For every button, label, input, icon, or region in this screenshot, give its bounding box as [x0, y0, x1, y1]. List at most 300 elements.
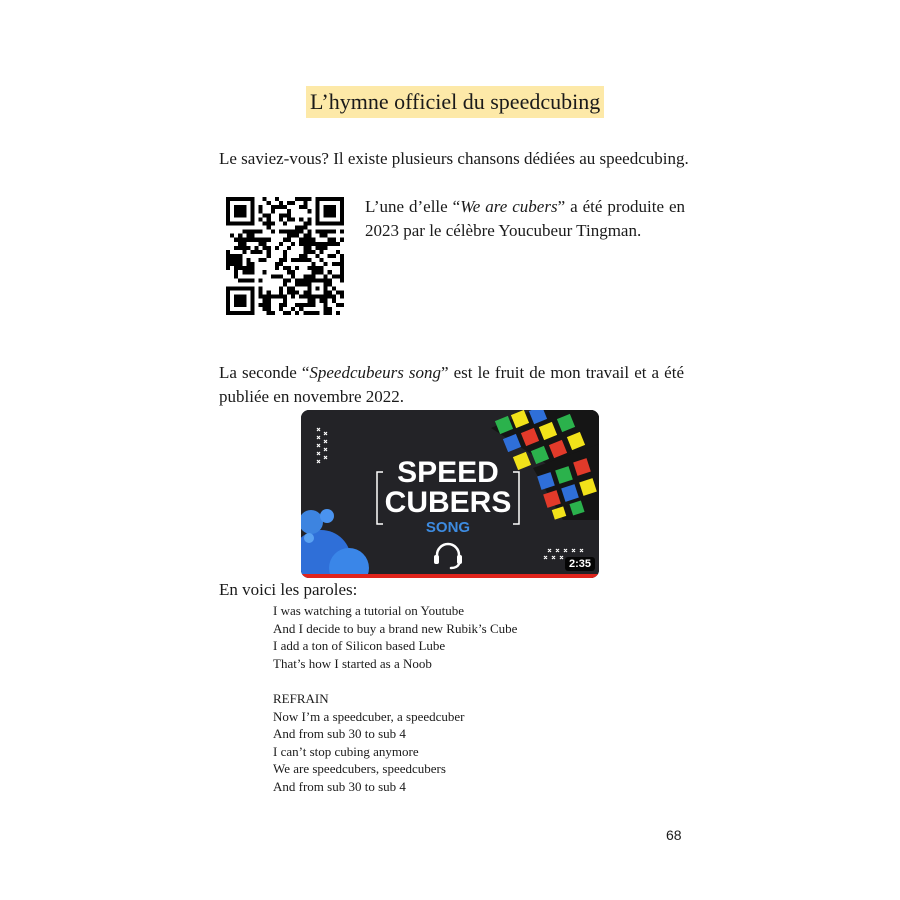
qr-module [291, 295, 295, 299]
qr-module [320, 242, 324, 246]
qr-module [324, 230, 328, 234]
qr-module [324, 311, 328, 315]
qr-module [328, 221, 332, 225]
qr-module [263, 307, 267, 311]
verse-line: I was watching a tutorial on Youtube [273, 603, 465, 618]
qr-module [238, 234, 242, 238]
qr-module [316, 287, 320, 291]
qr-module [328, 197, 332, 201]
qr-module [311, 270, 315, 274]
qr-module [234, 254, 238, 258]
qr-module [299, 225, 303, 229]
qr-module [316, 201, 320, 205]
qr-module [226, 266, 230, 270]
qr-module [307, 287, 311, 291]
qr-module [238, 303, 242, 307]
qr-module [340, 274, 344, 278]
qr-module [303, 242, 307, 246]
qr-module [226, 197, 230, 201]
qr-module [234, 246, 238, 250]
qr-module [279, 213, 283, 217]
qr-module [287, 217, 291, 221]
qr-module [283, 238, 287, 242]
qr-module [311, 311, 315, 315]
qr-module [259, 291, 263, 295]
qr-module [250, 262, 254, 266]
qr-module [254, 250, 258, 254]
qr-module [238, 254, 242, 258]
qr-module [324, 242, 328, 246]
qr-module [324, 278, 328, 282]
qr-module [340, 221, 344, 225]
qr-module [250, 311, 254, 315]
refrain-line: We are speedcubers, speedcubers [273, 761, 446, 777]
qr-module [320, 246, 324, 250]
qr-module [316, 242, 320, 246]
qr-module [279, 307, 283, 311]
qr-module [226, 209, 230, 213]
qr-module [303, 254, 307, 258]
qr-module [299, 278, 303, 282]
qr-module [311, 303, 315, 307]
qr-module [332, 238, 336, 242]
qr-module [307, 230, 311, 234]
qr-module [275, 246, 279, 250]
qr-module [263, 270, 267, 274]
qr-module [295, 258, 299, 262]
qr-module [267, 221, 271, 225]
qr-module [246, 270, 250, 274]
qr-module [263, 213, 267, 217]
qr-module [250, 209, 254, 213]
qr-module [307, 197, 311, 201]
qr-module [295, 225, 299, 229]
qr-module [324, 295, 328, 299]
qr-module [307, 295, 311, 299]
qr-module [267, 238, 271, 242]
qr-module [299, 303, 303, 307]
qr-module [226, 287, 230, 291]
qr-module [307, 291, 311, 295]
qr-module [295, 311, 299, 315]
qr-module [246, 258, 250, 262]
qr-module [275, 266, 279, 270]
qr-module [238, 221, 242, 225]
qr-module [324, 299, 328, 303]
qr-module [226, 262, 230, 266]
qr-module [320, 250, 324, 254]
qr-module [242, 213, 246, 217]
qr-module [324, 303, 328, 307]
qr-module [332, 221, 336, 225]
qr-module [271, 221, 275, 225]
qr-module [287, 311, 291, 315]
qr-module [291, 234, 295, 238]
song1-paragraph [365, 195, 685, 243]
qr-module [279, 287, 283, 291]
qr-module [295, 282, 299, 286]
qr-module [299, 242, 303, 246]
qr-module [283, 205, 287, 209]
qr-module [242, 246, 246, 250]
qr-module [238, 262, 242, 266]
qr-module [242, 205, 246, 209]
qr-module [340, 254, 344, 258]
qr-module [267, 307, 271, 311]
qr-module [287, 278, 291, 282]
qr-module [234, 295, 238, 299]
qr-module [250, 250, 254, 254]
qr-module [242, 238, 246, 242]
video-thumbnail[interactable] [301, 410, 599, 578]
qr-module [287, 230, 291, 234]
qr-module [340, 291, 344, 295]
qr-module [287, 213, 291, 217]
qr-module [238, 242, 242, 246]
video-duration: 2:35 [565, 557, 595, 571]
qr-module [267, 213, 271, 217]
qr-module [324, 307, 328, 311]
qr-module [311, 295, 315, 299]
qr-module [320, 230, 324, 234]
qr-module [295, 303, 299, 307]
qr-module [275, 295, 279, 299]
song1-suffix: ” a été produite en 2023 par le célèbre Youcubeur Tingman. [365, 197, 686, 240]
qr-module [283, 303, 287, 307]
qr-module [340, 258, 344, 262]
qr-module [303, 291, 307, 295]
qr-module [291, 270, 295, 274]
qr-module [250, 291, 254, 295]
qr-module [340, 197, 344, 201]
qr-module [291, 217, 295, 221]
qr-module [303, 274, 307, 278]
qr-module [287, 266, 291, 270]
qr-module [336, 274, 340, 278]
qr-module [324, 197, 328, 201]
qr-module [307, 242, 311, 246]
qr-module [299, 282, 303, 286]
song2-prefix: La seconde “ [219, 363, 310, 382]
qr-module [242, 266, 246, 270]
qr-module [340, 209, 344, 213]
qr-module [287, 291, 291, 295]
qr-module [238, 278, 242, 282]
qr-module [246, 234, 250, 238]
qr-module [283, 250, 287, 254]
qr-module [291, 258, 295, 262]
song2-title: Speedcubeurs song [309, 363, 441, 382]
qr-module [279, 205, 283, 209]
qr-module [332, 295, 336, 299]
qr-module [283, 266, 287, 270]
qr-module [303, 303, 307, 307]
qr-module [295, 197, 299, 201]
qr-module [311, 299, 315, 303]
verse-line: I add a ton of Silicon based Lube [273, 638, 446, 654]
qr-module [328, 238, 332, 242]
qr-module [250, 217, 254, 221]
qr-module [324, 221, 328, 225]
qr-module [275, 262, 279, 266]
qr-module [291, 201, 295, 205]
refrain-line: And from sub 30 to sub 4 [273, 726, 406, 742]
qr-module [250, 266, 254, 270]
qr-module [307, 266, 311, 270]
qr-module [324, 205, 328, 209]
qr-module [250, 299, 254, 303]
qr-module [238, 299, 242, 303]
qr-module [316, 278, 320, 282]
qr-module [271, 295, 275, 299]
qr-module [242, 278, 246, 282]
refrain-line: And from sub 30 to sub 4 [273, 778, 406, 794]
qr-module [336, 291, 340, 295]
qr-module [234, 209, 238, 213]
qr-module [275, 197, 279, 201]
qr-module [287, 246, 291, 250]
qr-module [271, 274, 275, 278]
qr-module [279, 217, 283, 221]
qr-module [246, 311, 250, 315]
qr-module [328, 205, 332, 209]
qr-module [283, 221, 287, 225]
qr-module [267, 311, 271, 315]
qr-module [238, 205, 242, 209]
qr-module [259, 287, 263, 291]
qr-module [303, 295, 307, 299]
qr-module [320, 266, 324, 270]
qr-module [230, 311, 234, 315]
qr-module [226, 250, 230, 254]
qr-module [316, 217, 320, 221]
qr-module [340, 270, 344, 274]
qr-module [287, 234, 291, 238]
qr-module [332, 197, 336, 201]
qr-module [267, 295, 271, 299]
qr-module [320, 270, 324, 274]
qr-module [234, 221, 238, 225]
qr-module [299, 295, 303, 299]
qr-module [263, 197, 267, 201]
qr-module [340, 213, 344, 217]
qr-module [259, 238, 263, 242]
qr-module [307, 238, 311, 242]
song2-suffix: ” est le fruit de mon travail et a été publiée en novembre 2022. [219, 363, 684, 406]
qr-module [320, 278, 324, 282]
qr-module [283, 254, 287, 258]
qr-module [307, 250, 311, 254]
qr-module [234, 270, 238, 274]
qr-module [303, 225, 307, 229]
qr-module [291, 274, 295, 278]
qr-module [336, 221, 340, 225]
qr-module [316, 230, 320, 234]
qr-module [271, 205, 275, 209]
qr-module [332, 262, 336, 266]
qr-module [254, 246, 258, 250]
qr-module [267, 299, 271, 303]
qr-module [279, 291, 283, 295]
qr-module [279, 262, 283, 266]
qr-module [324, 234, 328, 238]
qr-module [303, 278, 307, 282]
qr-module [250, 221, 254, 225]
qr-module [238, 287, 242, 291]
qr-module [250, 205, 254, 209]
qr-module [263, 299, 267, 303]
qr-module [254, 238, 258, 242]
qr-module [287, 201, 291, 205]
qr-module [324, 262, 328, 266]
qr-module [320, 258, 324, 262]
qr-module [328, 311, 332, 315]
qr-module [263, 221, 267, 225]
qr-module [263, 303, 267, 307]
qr-module [279, 258, 283, 262]
qr-module [320, 299, 324, 303]
qr-module [311, 274, 315, 278]
qr-module [291, 291, 295, 295]
qr-module [311, 266, 315, 270]
qr-module [230, 197, 234, 201]
qr-module [303, 221, 307, 225]
qr-module [307, 282, 311, 286]
qr-module [234, 197, 238, 201]
qr-module [291, 307, 295, 311]
qr-module [271, 209, 275, 213]
qr-module [336, 197, 340, 201]
qr-module [230, 221, 234, 225]
qr-module [267, 254, 271, 258]
qr-module [238, 238, 242, 242]
qr-module [234, 274, 238, 278]
qr-module [324, 246, 328, 250]
qr-module [254, 230, 258, 234]
qr-module [336, 311, 340, 315]
qr-module [328, 242, 332, 246]
qr-module [299, 254, 303, 258]
qr-module [311, 250, 315, 254]
qr-module [283, 299, 287, 303]
qr-module [303, 234, 307, 238]
qr-module [267, 225, 271, 229]
qr-module [303, 258, 307, 262]
qr-module [242, 250, 246, 254]
qr-module [234, 238, 238, 242]
qr-module [328, 282, 332, 286]
qr-module [267, 303, 271, 307]
qr-module [311, 238, 315, 242]
qr-module [250, 234, 254, 238]
qr-module [328, 278, 332, 282]
video-title-line2: CUBERS [384, 486, 512, 519]
qr-module [299, 230, 303, 234]
qr-module [299, 238, 303, 242]
intro-paragraph: Le saviez-vous? Il existe plusieurs chansons dédiées au speedcubing. [219, 149, 689, 168]
qr-module [303, 205, 307, 209]
qr-module [234, 258, 238, 262]
qr-module [246, 287, 250, 291]
qr-module [226, 299, 230, 303]
qr-module [311, 262, 315, 266]
page-title: L’hymne officiel du speedcubing [306, 86, 604, 118]
qr-module [291, 230, 295, 234]
qr-module [320, 197, 324, 201]
qr-code[interactable] [226, 197, 344, 315]
qr-module [238, 197, 242, 201]
qr-module [250, 287, 254, 291]
qr-module [336, 303, 340, 307]
qr-module [303, 311, 307, 315]
qr-module [271, 230, 275, 234]
qr-module [295, 291, 299, 295]
qr-module [287, 209, 291, 213]
qr-module [263, 242, 267, 246]
qr-module [267, 250, 271, 254]
qr-module [259, 295, 263, 299]
page-number: 68 [666, 827, 682, 843]
qr-module [332, 205, 336, 209]
qr-module [234, 311, 238, 315]
qr-module [303, 197, 307, 201]
qr-module [267, 246, 271, 250]
qr-module [340, 262, 344, 266]
qr-module [234, 303, 238, 307]
song1-prefix: L’une d’elle “ [365, 197, 461, 216]
qr-module [226, 303, 230, 307]
qr-module [340, 205, 344, 209]
qr-module [226, 291, 230, 295]
qr-module [328, 209, 332, 213]
qr-module [250, 213, 254, 217]
qr-module [316, 197, 320, 201]
qr-module [263, 258, 267, 262]
qr-module [238, 246, 242, 250]
qr-module [226, 311, 230, 315]
qr-module [259, 242, 263, 246]
qr-module [238, 258, 242, 262]
qr-module [336, 250, 340, 254]
qr-module [259, 278, 263, 282]
qr-module [303, 238, 307, 242]
qr-module [279, 230, 283, 234]
qr-module [242, 230, 246, 234]
qr-module [316, 270, 320, 274]
qr-module [316, 311, 320, 315]
qr-module [234, 299, 238, 303]
qr-module [332, 287, 336, 291]
qr-module [259, 217, 263, 221]
qr-module [283, 230, 287, 234]
qr-module [324, 209, 328, 213]
qr-module [316, 266, 320, 270]
qr-module [226, 213, 230, 217]
stanza-gap [273, 672, 673, 690]
qr-module [238, 266, 242, 270]
qr-module [316, 246, 320, 250]
qr-module [320, 234, 324, 238]
qr-module [340, 201, 344, 205]
qr-module [230, 234, 234, 238]
qr-module [283, 258, 287, 262]
qr-module [242, 242, 246, 246]
qr-module [242, 287, 246, 291]
qr-module [242, 303, 246, 307]
qr-module [250, 230, 254, 234]
qr-module [340, 266, 344, 270]
qr-module [226, 254, 230, 258]
